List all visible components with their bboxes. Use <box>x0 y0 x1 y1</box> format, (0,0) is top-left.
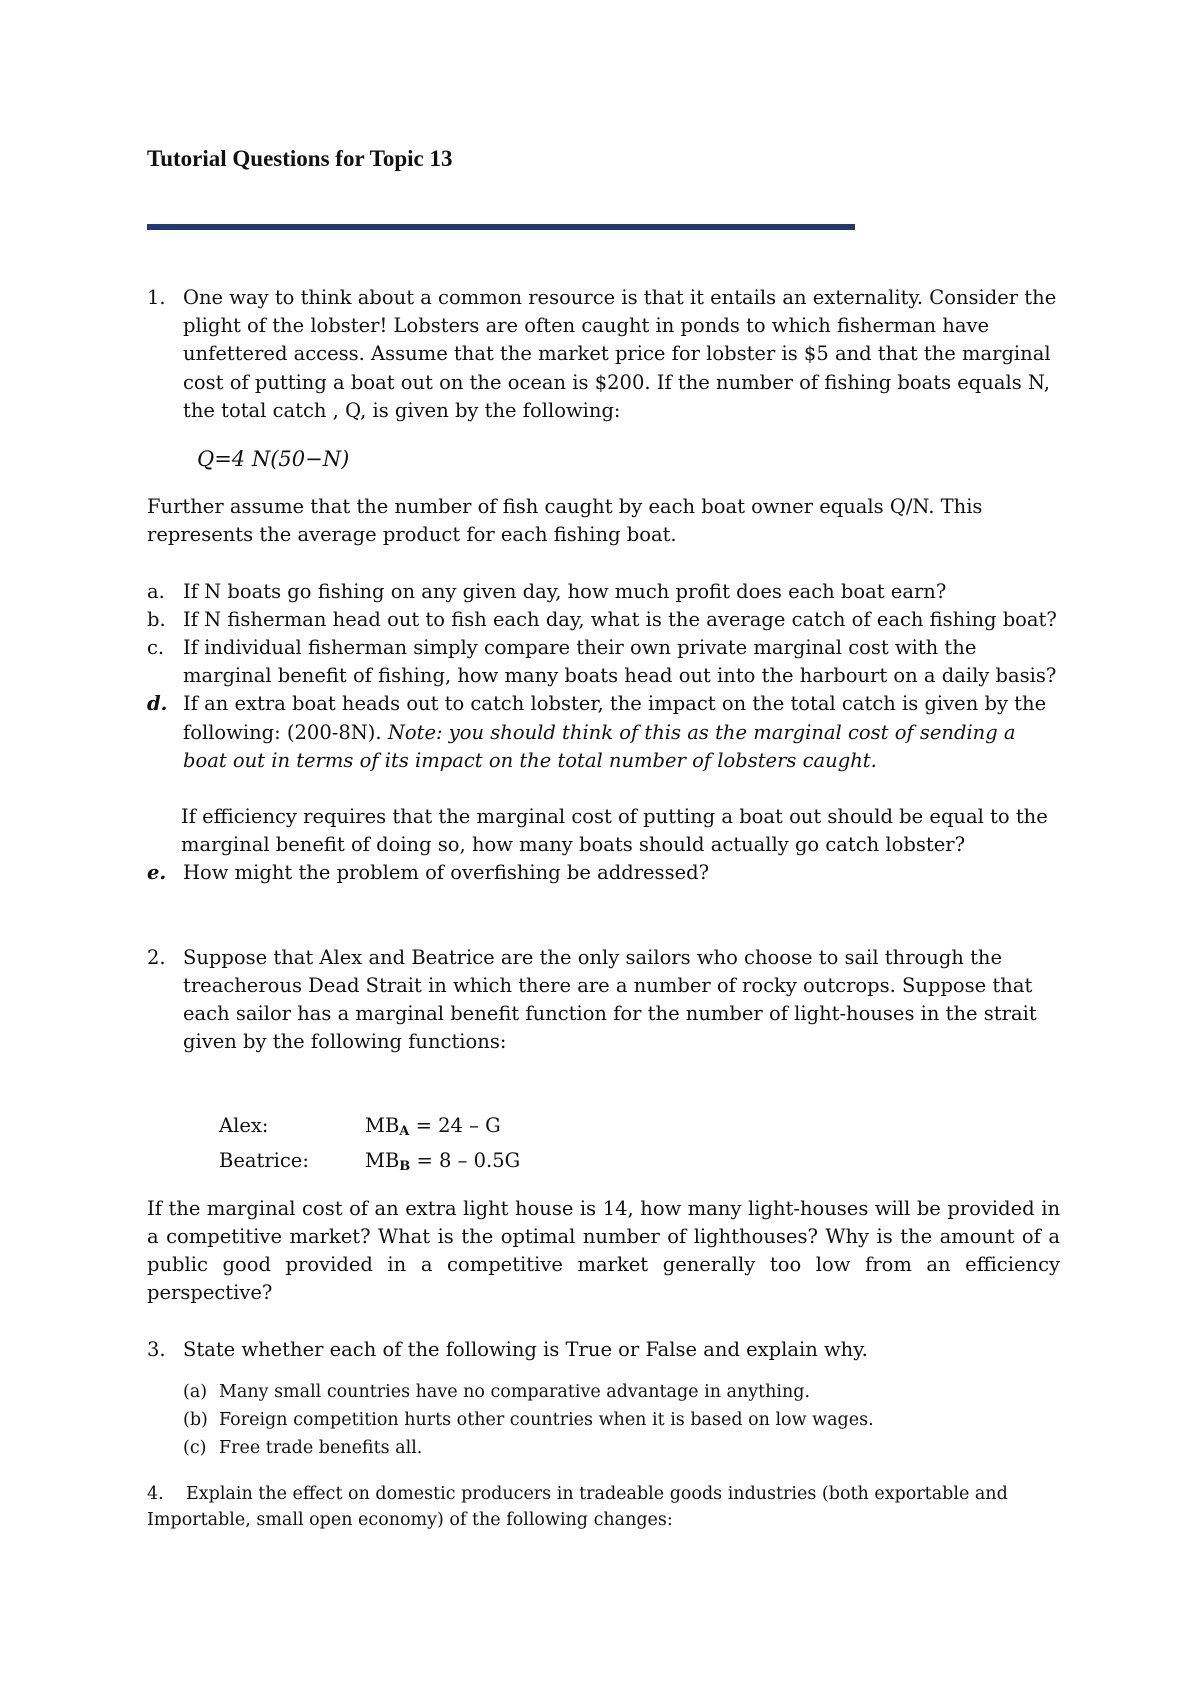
question-number: 1. <box>147 286 166 309</box>
sailor-name: Beatrice: <box>219 1148 309 1172</box>
part-text: If N fisherman head out to fish each day, what is the average catch of each fishing boat? <box>183 607 1057 631</box>
part-label: d. <box>147 692 168 716</box>
question-2-followup: If the marginal cost of an extra light house is 14, how many light-houses will be provided in a competitive market? What is the optimal number of lighthouses? Why is the amount of a public good provided in a competitive market generally too low from an efficiency perspective? <box>147 1196 1060 1305</box>
part-a <box>147 578 1060 606</box>
item-text: Free trade benefits all. <box>219 1438 423 1459</box>
question-number: 4. <box>147 1483 164 1504</box>
sailor-name: Alex: <box>219 1114 269 1138</box>
item-label: (b) <box>183 1410 208 1431</box>
question-3-items <box>183 1378 1060 1463</box>
part-text: If individual fisherman simply compare their own private marginal cost with the marginal benefit of fishing, how many boats head out into the harbourt on a daily basis? <box>183 636 1057 688</box>
question-3 <box>147 1336 1060 1364</box>
item-label: (a) <box>183 1381 208 1402</box>
part-b <box>147 606 1060 634</box>
mb-row-alex <box>219 1112 1060 1146</box>
part-label: e. <box>147 861 167 885</box>
list-item <box>183 1406 1060 1434</box>
question-4 <box>147 1481 1060 1533</box>
part-label: b. <box>147 607 166 631</box>
item-text: Foreign competition hurts other countries when it is based on low wages. <box>219 1410 874 1431</box>
question-text: Suppose that Alex and Beatrice are the only sailors who choose to sail through the treacherous Dead Strait in which there are a number of rocky outcrops. Suppose that each sailor has a marginal benefit function for the number of light-houses in the strait given by the following functions: <box>183 945 1037 1054</box>
question-text: Explain the effect on domestic producers in tradeable goods industries (both exportable and Importable, small open economy) of the following changes: <box>147 1483 1008 1530</box>
marginal-benefit-functions <box>219 1112 1060 1180</box>
paragraph-further: Further assume that the number of fish caught by each boat owner equals Q/N. This represents the average product for each fishing boat. <box>147 495 983 547</box>
title-rule <box>147 224 855 230</box>
part-d-followup <box>147 803 1060 859</box>
part-text: If efficiency requires that the marginal cost of putting a boat out should be equal to the marginal benefit of doing so, how many boats should actually go catch lobster? <box>181 805 1048 857</box>
question-number: 2. <box>147 945 166 969</box>
item-text: Many small countries have no comparative advantage in anything. <box>219 1381 811 1402</box>
formula: Q=4 N(50−N) <box>197 447 350 472</box>
mb-function: $MB_B = 8 - 0.5G$ <box>365 1148 521 1174</box>
part-text <box>183 690 1060 775</box>
part-text: How might the problem of overfishing be addressed? <box>183 861 710 885</box>
item-label: (c) <box>183 1438 207 1459</box>
part-d-text: If an extra boat heads out to catch lobster, the impact on the total catch is given by the following: (200-8N). <box>183 692 1047 744</box>
part-text: If N boats go fishing on any given day, how much profit does each boat earn? <box>183 579 947 603</box>
question-2 <box>147 944 1060 1057</box>
page-title: Tutorial Questions for Topic 13 <box>147 146 453 171</box>
question-1 <box>147 284 1060 425</box>
question-text: State whether each of the following is True or False and explain why. <box>183 1337 868 1361</box>
part-d-note: Note: you should think of this as the marginal cost of sending a boat out in terms of its impact on the total number of lobsters caught. <box>183 720 1016 772</box>
part-c <box>147 634 1060 690</box>
question-number: 3. <box>147 1337 166 1361</box>
part-e <box>147 859 1060 887</box>
list-item <box>183 1434 1060 1462</box>
part-label: a. <box>147 579 165 603</box>
content <box>147 284 1060 1533</box>
part-label: c. <box>147 636 165 660</box>
list-item <box>183 1378 1060 1406</box>
part-d <box>147 690 1060 775</box>
mb-row-beatrice <box>219 1147 1060 1181</box>
mb-function: $MB_A = 24 - G$ <box>365 1114 501 1140</box>
question-text: One way to think about a common resource is that it entails an externality. Consider the plight of the lobster! Lobsters are often caught in ponds to which fisherman have unfettered access. Assume that the market price for lobster is $5 and that the marginal cost of putting a boat out on the ocean is $200. If the number of fishing boats equals N, the total catch , Q, is given by the following: <box>183 286 1057 422</box>
